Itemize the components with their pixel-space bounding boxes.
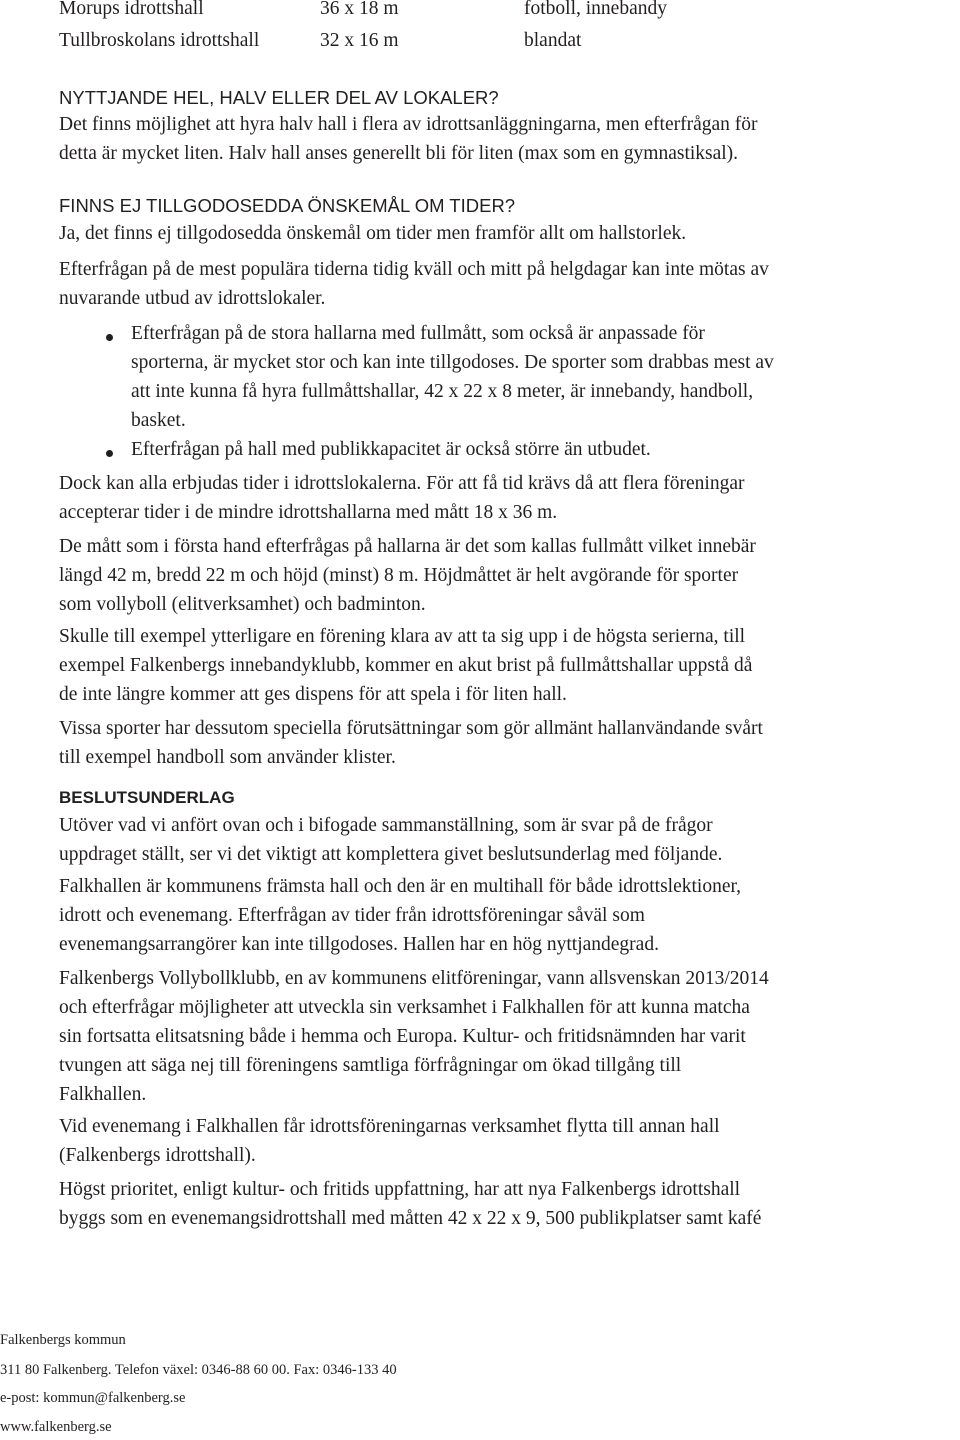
paragraph-line: exempel Falkenbergs innebandyklubb, kommer en akut brist på fullmåttshallar uppstå då [59, 655, 753, 676]
bullet-line: sporterna, är mycket stor och kan inte tillgodoses. De sporter som drabbas mest av [131, 352, 774, 373]
paragraph-line: längd 42 m, bredd 22 m och höjd (minst) 8 m. Höjdmåttet är helt avgörande för sporter [59, 565, 739, 586]
paragraph-line: till exempel handboll som använder klister. [59, 747, 396, 768]
bullet-line: basket. [131, 410, 186, 431]
paragraph-line: Efterfrågan på de mest populära tiderna tidig kväll och mitt på helgdagar kan inte mötas av [59, 259, 769, 280]
paragraph-line: Dock kan alla erbjudas tider i idrottslokalerna. För att få tid krävs då att flera föreningar [59, 473, 745, 494]
hall-sport: fotboll, innebandy [524, 0, 667, 19]
paragraph-line: nuvarande utbud av idrottslokaler. [59, 288, 326, 309]
paragraph-line: som vollyboll (elitverksamhet) och badminton. [59, 594, 426, 615]
paragraph-line: evenemangsarrangörer kan inte tillgodoses. Hallen har en hög nyttjandegrad. [59, 934, 659, 955]
paragraph-line: och efterfrågar möjligheter att utveckla sin verksamhet i Falkhallen för att kunna matcha [59, 997, 750, 1018]
paragraph-line: Skulle till exempel ytterligare en förening klara av att ta sig upp i de högsta serierna, till [59, 626, 746, 647]
paragraph-line: Falkenbergs Vollybollklubb, en av kommunens elitföreningar, vann allsvenskan 2013/2014 [59, 968, 769, 989]
section-heading: FINNS EJ TILLGODOSEDDA ÖNSKEMÅL OM TIDER? [59, 195, 516, 216]
paragraph-line: detta är mycket liten. Halv hall anses generellt bli för liten (max som en gymnastiksal). [59, 143, 739, 164]
paragraph-line: Högst prioritet, enligt kultur- och fritids uppfattning, har att nya Falkenbergs idrottshall [59, 1179, 741, 1200]
paragraph-line: Ja, det finns ej tillgodosedda önskemål om tider men framför allt om hallstorlek. [59, 223, 687, 244]
paragraph-line: Det finns möjlighet att hyra halv hall i flera av idrottsanläggningarna, men efterfrågan för [59, 114, 758, 135]
paragraph-line: Vid evenemang i Falkhallen får idrottsföreningarnas verksamhet flytta till annan hall [59, 1116, 720, 1137]
section-heading: NYTTJANDE HEL, HALV ELLER DEL AV LOKALER? [59, 87, 499, 108]
paragraph-line: idrott och evenemang. Efterfrågan av tider från idrottsföreningar såväl som [59, 905, 645, 926]
hall-name: Tullbroskolans idrottshall [59, 30, 260, 51]
bullet-line: Efterfrågan på hall med publikkapacitet är också större än utbudet. [131, 439, 651, 460]
bullet-line: Efterfrågan på de stora hallarna med fullmått, som också är anpassade för [131, 323, 705, 344]
hall-sport: blandat [524, 30, 582, 51]
footer-address: 311 80 Falkenberg. Telefon växel: 0346-88 60 00. Fax: 0346-133 40 [0, 1362, 397, 1378]
footer-org: Falkenbergs kommun [0, 1332, 126, 1348]
paragraph-line: Utöver vad vi anfört ovan och i bifogade sammanställning, som är svar på de frågor [59, 815, 713, 836]
section-heading: BESLUTSUNDERLAG [59, 788, 235, 807]
paragraph-line: sin fortsatta elitsatsning både i hemma och Europa. Kultur- och fritidsnämnden har varit [59, 1026, 746, 1047]
bullet-icon [106, 334, 113, 341]
paragraph-line: Falkhallen är kommunens främsta hall och den är en multihall för både idrottslektioner, [59, 876, 742, 897]
paragraph-line: tvungen att säga nej till föreningens samtliga förfrågningar om ökad tillgång till [59, 1055, 682, 1076]
footer-email: e-post: kommun@falkenberg.se [0, 1390, 186, 1406]
bullet-icon [106, 450, 113, 457]
paragraph-line: byggs som en evenemangsidrottshall med måtten 42 x 22 x 9, 500 publikplatser samt kafé [59, 1208, 762, 1229]
footer-website: www.falkenberg.se [0, 1419, 112, 1435]
hall-name: Morups idrottshall [59, 0, 204, 19]
bullet-line: att inte kunna få hyra fullmåttshallar, 42 x 22 x 8 meter, är innebandy, handboll, [131, 381, 754, 402]
paragraph-line: accepterar tider i de mindre idrottshallarna med mått 18 x 36 m. [59, 502, 558, 523]
paragraph-line: uppdraget ställt, ser vi det viktigt att komplettera givet beslutsunderlag med följande. [59, 844, 723, 865]
paragraph-line: Vissa sporter har dessutom speciella förutsättningar som gör allmänt hallanvändande svårt [59, 718, 763, 739]
paragraph-line: (Falkenbergs idrottshall). [59, 1145, 256, 1166]
paragraph-line: De mått som i första hand efterfrågas på hallarna är det som kallas fullmått vilket innebär [59, 536, 756, 557]
hall-size: 32 x 16 m [320, 30, 399, 51]
hall-size: 36 x 18 m [320, 0, 399, 19]
paragraph-line: de inte längre kommer att ges dispens för att spela i för liten hall. [59, 684, 567, 705]
paragraph-line: Falkhallen. [59, 1084, 147, 1105]
